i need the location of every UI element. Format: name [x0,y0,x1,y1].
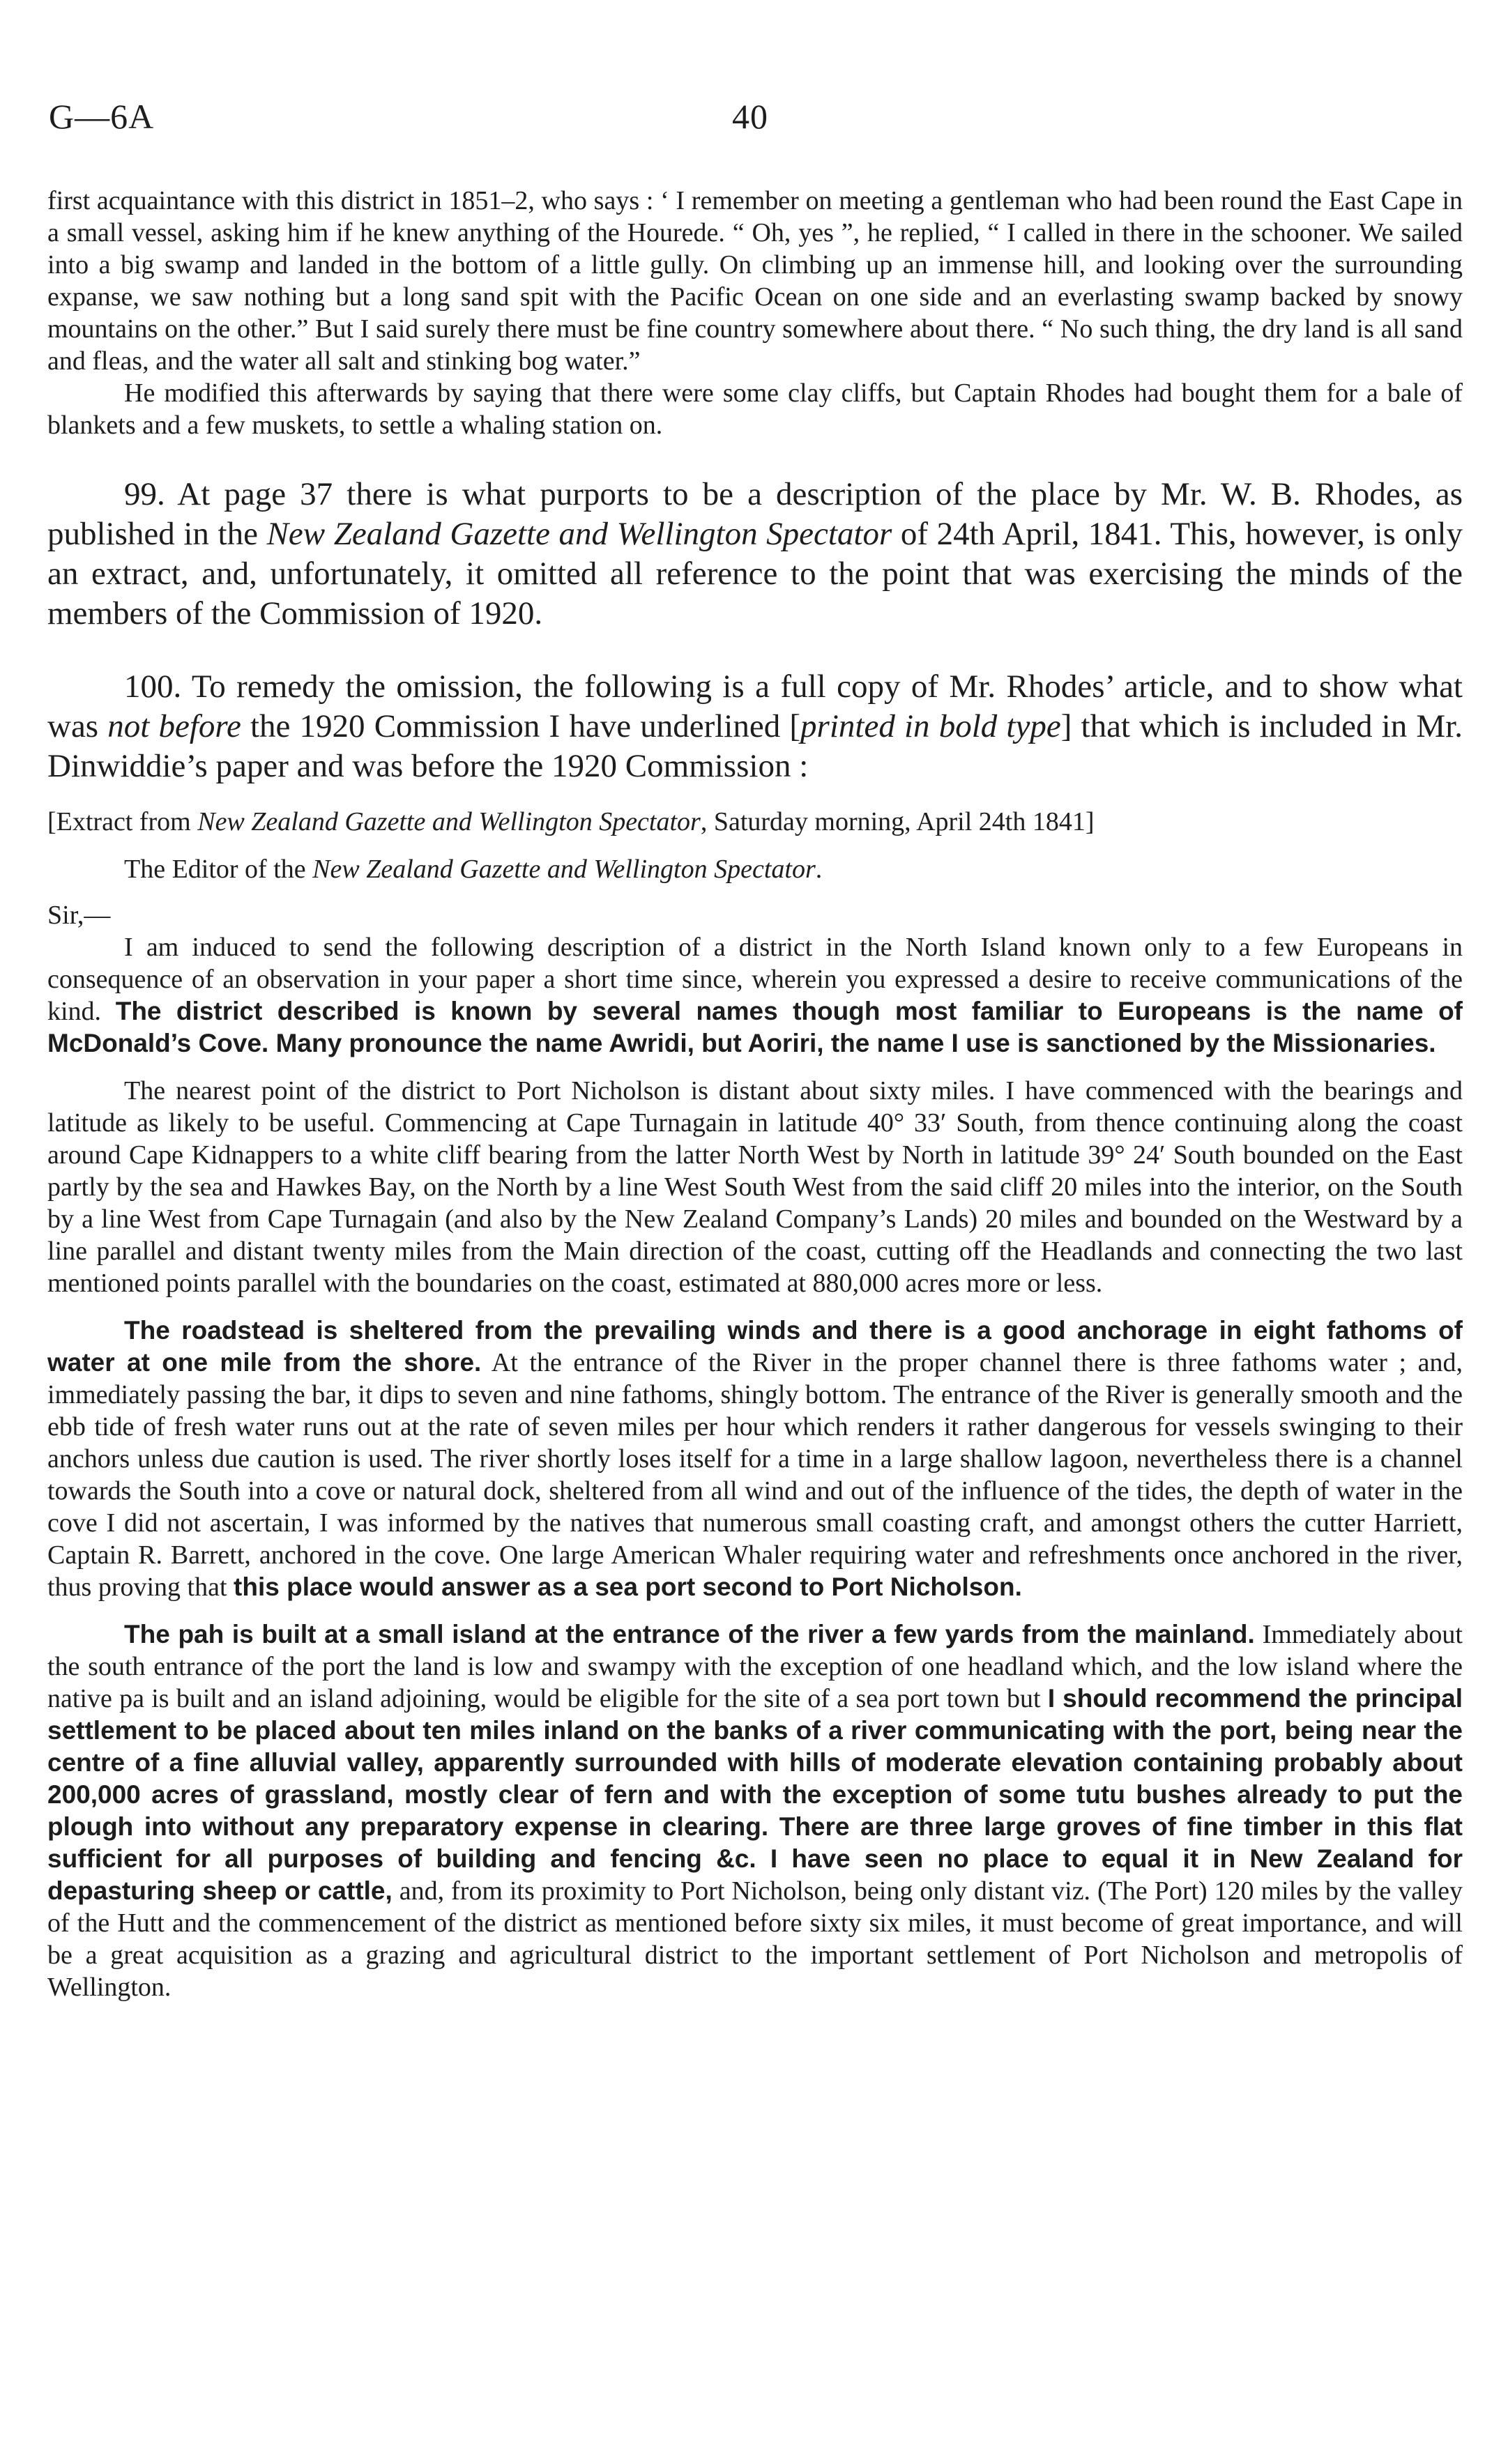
editor-line [47,853,1463,885]
letter-p4-bold-1: The pah is built at a small island at the entrance of the river a few yards from the mainland. [124,1620,1255,1648]
letter-paragraph-1 [47,931,1463,1059]
extract-source-title: New Zealand Gazette and Wellington Spectator [197,807,701,836]
bold-type-note: printed in bold type [800,708,1061,744]
editor-line-text-a: The Editor of the [124,855,313,884]
paragraph-100-text-b: the 1920 Commission I have underlined [ [241,708,801,744]
paragraph-99-text-a: 99. At page 37 there is what purports to be a description of the place by Mr. W. B. Rhodes, as published in the [47,476,1463,552]
gazette-title: New Zealand Gazette and Wellington Spectator [266,516,892,552]
paragraph-100 [47,667,1463,786]
modified-paragraph: He modified this afterwards by saying that there were some clay cliffs, but Captain Rhodes had bought them for a bale of blankets and a few muskets, to settle a whaling station on. [47,378,1463,440]
editor-line-title: New Zealand Gazette and Wellington Spectator [312,855,816,884]
letter-p1-text: I am induced to send the following description of a district in the North Island known only to a few Europeans in consequence of an observation in your paper a short time since, wherein you expressed a desire to receive communications of the kind. [47,933,1463,1026]
document-reference: G—6A [49,97,155,136]
extract-line-text-a: [Extract from [47,807,198,836]
letter-p3-bold-1: The roadstead is sheltered from the prevailing winds and there is a good anchorage in eight fathoms of water at one mile from the shore. [47,1316,1463,1377]
letter-p3-text: At the entrance of the River in the proper channel there is three fathoms water ; and, immediately passing the bar, it dips to seven and nine fathoms, shingly bottom. The entrance of the River is generally smooth and the ebb tide of fresh water runs out at the rate of seven miles per hour which renders it rather dangerous for vessels swinging to their anchors unless due caution is used. The river shortly loses itself for a time in a large shallow lagoon, nevertheless there is a channel towards the South into a cove or natural dock, sheltered from all wind and out of the influence of the tides, the depth of water in the cove I did not ascertain, I was informed by the natives that numerous small coasting craft, and amongst others the cutter Harriett, Captain R. Barrett, anchored in the cove. One large American Whaler requiring water and refreshments once anchored in the river, thus proving that [47,1348,1463,1602]
quote-paragraph: first acquaintance with this district in 1851–2, who says : ‘ I remember on meeting a gentleman who had been round the East Cape in a small vessel, asking him if he knew anything of the Hourede. “ Oh, yes ”, he replied, “ I called in there in the schooner. We sailed into a big swamp and landed in the bottom of a little gully. On climbing up an immense hill, and looking over the surrounding expanse, we saw nothing but a long sand spit with the Pacific Ocean on one side and an everlasting swamp backed by snowy mountains on the other.” But I said surely there must be fine country somewhere about there. “ No such thing, the dry land is all sand and fleas, and the water all salt and stinking bog water.” [47,186,1463,376]
letter-p4-text-a: Immediately about the south entrance of the port the land is low and swampy with the exception of one headland which, and the low island where the native pa is built and an island adjoining, would be eligible for the site of a sea port town but [47,1620,1463,1713]
page-body [47,185,1463,2003]
not-before-emphasis: not before [107,708,241,744]
editor-line-text-b: . [815,855,823,884]
letter-paragraph-3 [47,1315,1463,1603]
letter-p4-text-b: and, from its proximity to Port Nicholson, being only distant viz. (The Port) 120 miles by the valley of the Hutt and the commencement of the district as mentioned before sixty six miles, it must become of great importance, and will be a great acquisition as a grazing and agricultural district to the important settlement of Port Nicholson and metropolis of Wellington. [47,1876,1463,2002]
letter-paragraph-4 [47,1619,1463,2003]
salutation: Sir,— [47,901,111,930]
letter-p4-bold-2: I should recommend the principal settlement to be placed about ten miles inland on the banks of a river communicating with the port, being near the centre of a fine alluvial valley, apparently surrounded with hills of moderate elevation containing probably about 200,000 acres of grassland, mostly clear of fern and with the exception of some tutu bushes already to put the plough into without any preparatory expense in clearing. There are three large groves of fine timber in this flat sufficient for all purposes of building and fencing &c. I have seen no place to equal it in New Zealand for depasturing sheep or cattle, [47,1684,1463,1905]
paragraph-99-text-b: of 24th April, 1841. This, however, is only an extract, and, unfortunately, it omitted all reference to the point that was exercising the minds of the members of the Commission of 1920. [47,516,1463,632]
paragraph-99 [47,475,1463,634]
letter-p3-bold-2: this place would answer as a sea port second to Port Nicholson. [234,1572,1022,1601]
letter-paragraph-2: The nearest point of the district to Port Nicholson is distant about sixty miles. I have commenced with the bearings and latitude as likely to be useful. Commencing at Cape Turnagain in latitude 40° 33′ South, from thence continuing along the coast around Cape Kidnappers to a white cliff bearing from the latter North West by North in latitude 39° 24′ South bounded on the East partly by the sea and Hawkes Bay, on the North by a line West South West from the said cliff 20 miles into the interior, on the South by a line West from Cape Turnagain (and also by the New Zealand Company’s Lands) 20 miles and bounded on the Westward by a line parallel and distant twenty miles from the Main direction of the coast, cutting off the Headlands and connecting the two last mentioned points parallel with the boundaries on the coast, estimated at 880,000 acres more or less. [47,1076,1463,1298]
page-number: 40 [732,97,768,136]
extract-line-text-b: , Saturday morning, April 24th 1841] [700,807,1095,836]
extract-line [47,806,1463,838]
letter-p1-bold: The district described is known by several names though most familiar to Europeans is the name of McDonald’s Cove. Many pronounce the name Awridi, but Aoriri, the name I use is sanctioned by the Missionaries. [47,997,1463,1057]
paragraph-100-text-a: 100. To remedy the omission, the following is a full copy of Mr. Rhodes’ article, and to show what was [47,668,1463,744]
paragraph-100-text-c: ] that which is included in Mr. Dinwiddie’s paper and was before the 1920 Commission : [47,708,1463,784]
